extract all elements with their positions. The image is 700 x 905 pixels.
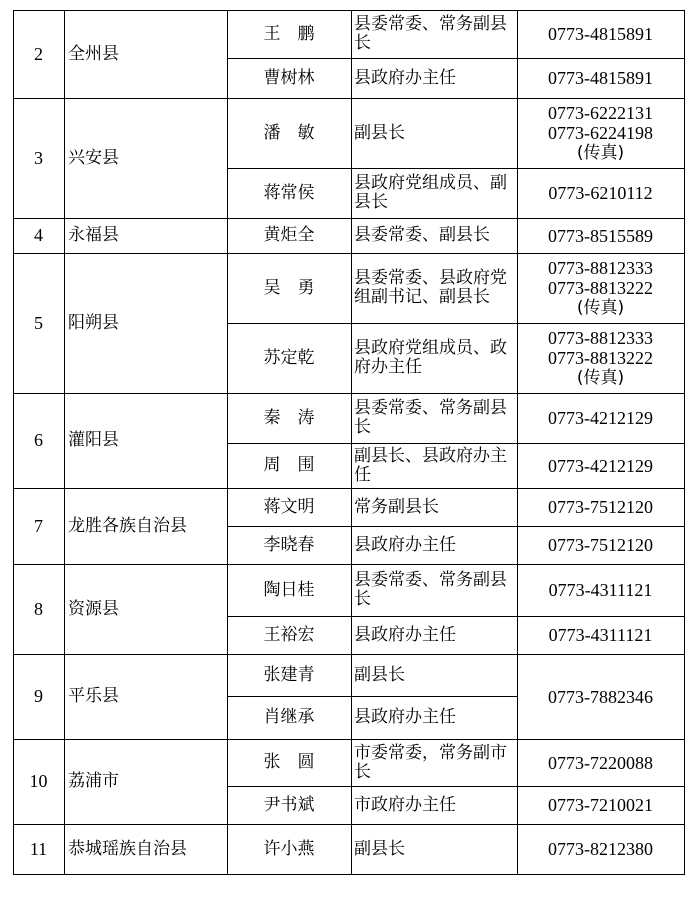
county-name: 灌阳县 (68, 430, 119, 450)
phone-number: 0773-7210021 (548, 795, 653, 815)
official-position: 县委常委、常务副县长 (354, 14, 507, 53)
official-position: 副县长 (354, 664, 405, 685)
group-divider (13, 253, 685, 254)
row-number: 11 (29, 838, 48, 859)
row-number: 9 (34, 686, 43, 706)
fax-note: (传真) (576, 368, 625, 388)
row-divider (227, 443, 684, 444)
group-divider (13, 654, 685, 655)
row-divider (227, 58, 684, 59)
official-position: 市政府办主任 (354, 794, 456, 815)
phone-number: 0773-6210112 (548, 183, 653, 203)
official-position: 县委常委、常务副县长 (354, 398, 507, 437)
row-number: 5 (34, 312, 43, 333)
phone-number: 0773-6224198 (548, 123, 653, 143)
official-position: 县政府办主任 (354, 707, 456, 727)
row-number: 2 (34, 43, 43, 64)
row-number: 4 (34, 225, 43, 245)
phone-number: 0773-8212380 (548, 839, 653, 859)
group-divider (13, 824, 685, 825)
row-divider (227, 323, 684, 324)
phone-cell-shared (517, 654, 684, 739)
official-name: 张 圆 (263, 752, 315, 772)
official-position: 市委常委，常务副市长 (354, 742, 507, 782)
official-name: 秦 涛 (263, 407, 315, 428)
county-name: 兴安县 (68, 147, 119, 168)
official-position: 副县长 (354, 122, 405, 143)
official-position: 县政府办主任 (354, 624, 456, 645)
phone-number: 0773-8812333 (548, 258, 653, 278)
official-name: 黄炬全 (263, 225, 315, 245)
official-name: 陶日桂 (263, 579, 315, 600)
county-name: 龙胜各族自治县 (68, 515, 187, 536)
phone-cell (517, 786, 684, 824)
row-divider (227, 168, 684, 169)
official-name: 许小燕 (263, 838, 315, 859)
phone-number: 0773-6222131 (548, 103, 653, 123)
row-number: 6 (34, 430, 43, 450)
phone-number: 0773-8813222 (548, 348, 653, 368)
phone-number: 0773-4815891 (548, 68, 653, 88)
phone-cell (517, 616, 684, 654)
phone-cell (517, 488, 684, 526)
official-name: 王裕宏 (263, 624, 315, 645)
row-number: 10 (29, 771, 48, 791)
phone-cell (517, 98, 684, 168)
row-divider (227, 526, 684, 527)
phone-cell (517, 564, 684, 616)
county-name: 资源县 (68, 598, 119, 619)
group-divider (13, 488, 685, 489)
official-position: 县政府办主任 (354, 67, 456, 88)
phone-cell (517, 10, 684, 58)
official-name: 周 围 (263, 455, 315, 475)
row-number: 3 (34, 147, 43, 168)
row-divider (227, 786, 684, 787)
official-position: 县委常委、常务副县长 (354, 570, 507, 609)
phone-number: 0773-7882346 (548, 686, 653, 707)
official-position: 县委常委、县政府党组副书记、副县长 (354, 268, 507, 307)
phone-number: 0773-8515589 (548, 225, 653, 246)
county-name: 平乐县 (68, 686, 119, 706)
row-divider (227, 696, 517, 697)
group-divider (13, 10, 685, 11)
county-name: 荔浦市 (68, 771, 119, 791)
phone-number: 0773-4212129 (548, 455, 653, 476)
table-bottom-border (13, 874, 685, 875)
column-rule (13, 10, 14, 874)
phone-number: 0773-8812333 (548, 328, 653, 348)
official-name: 李晓春 (263, 534, 315, 555)
official-name: 张建青 (263, 664, 315, 685)
official-position: 副县长 (354, 838, 405, 859)
column-rule (64, 10, 65, 874)
official-name: 吴 勇 (263, 277, 315, 298)
official-name: 苏定乾 (263, 347, 315, 368)
official-name: 蒋文明 (263, 496, 315, 517)
phone-number: 0773-4212129 (548, 408, 653, 428)
phone-number: 0773-4815891 (548, 24, 653, 44)
phone-number: 0773-4311121 (548, 580, 653, 600)
county-name: 阳朔县 (68, 312, 119, 333)
group-divider (13, 393, 685, 394)
fax-note: (传真) (576, 143, 625, 163)
county-name: 恭城瑶族自治县 (68, 838, 187, 859)
official-name: 肖继承 (263, 707, 315, 727)
official-position: 县政府党组成员、副县长 (354, 173, 507, 212)
county-name: 全州县 (68, 43, 119, 64)
phone-number: 0773-7220088 (548, 752, 653, 773)
phone-cell (517, 526, 684, 564)
official-position: 县政府党组成员、政府办主任 (354, 338, 507, 377)
phone-cell (517, 58, 684, 98)
fax-note: (传真) (576, 298, 625, 318)
phone-cell (517, 443, 684, 488)
group-divider (13, 564, 685, 565)
phone-number: 0773-7512120 (548, 535, 653, 555)
phone-number: 0773-4311121 (548, 625, 653, 645)
phone-cell (517, 393, 684, 443)
county-name: 永福县 (68, 225, 119, 245)
group-divider (13, 98, 685, 99)
phone-cell (517, 168, 684, 218)
official-name: 蒋常侯 (263, 182, 315, 203)
official-name: 尹书斌 (263, 794, 315, 815)
row-number: 7 (34, 515, 43, 536)
official-name: 曹树林 (263, 67, 315, 88)
row-divider (227, 616, 684, 617)
group-divider (13, 218, 685, 219)
phone-cell (517, 739, 684, 786)
column-rule (227, 10, 228, 874)
column-rule (517, 10, 518, 874)
phone-number: 0773-8813222 (548, 278, 653, 298)
group-divider (13, 739, 685, 740)
phone-cell (517, 253, 684, 323)
official-position: 常务副县长 (354, 496, 439, 517)
column-rule (351, 10, 352, 874)
official-name: 王 鹏 (263, 23, 315, 44)
official-name: 潘 敏 (263, 122, 315, 143)
official-position: 县委常委、副县长 (354, 225, 490, 245)
official-position: 县政府办主任 (354, 534, 456, 555)
row-number: 8 (34, 598, 43, 619)
phone-cell (517, 323, 684, 393)
phone-cell (517, 218, 684, 253)
phone-number: 0773-7512120 (548, 497, 653, 517)
phone-cell (517, 824, 684, 874)
column-rule (684, 10, 685, 874)
official-position: 副县长、县政府办主任 (354, 445, 507, 485)
